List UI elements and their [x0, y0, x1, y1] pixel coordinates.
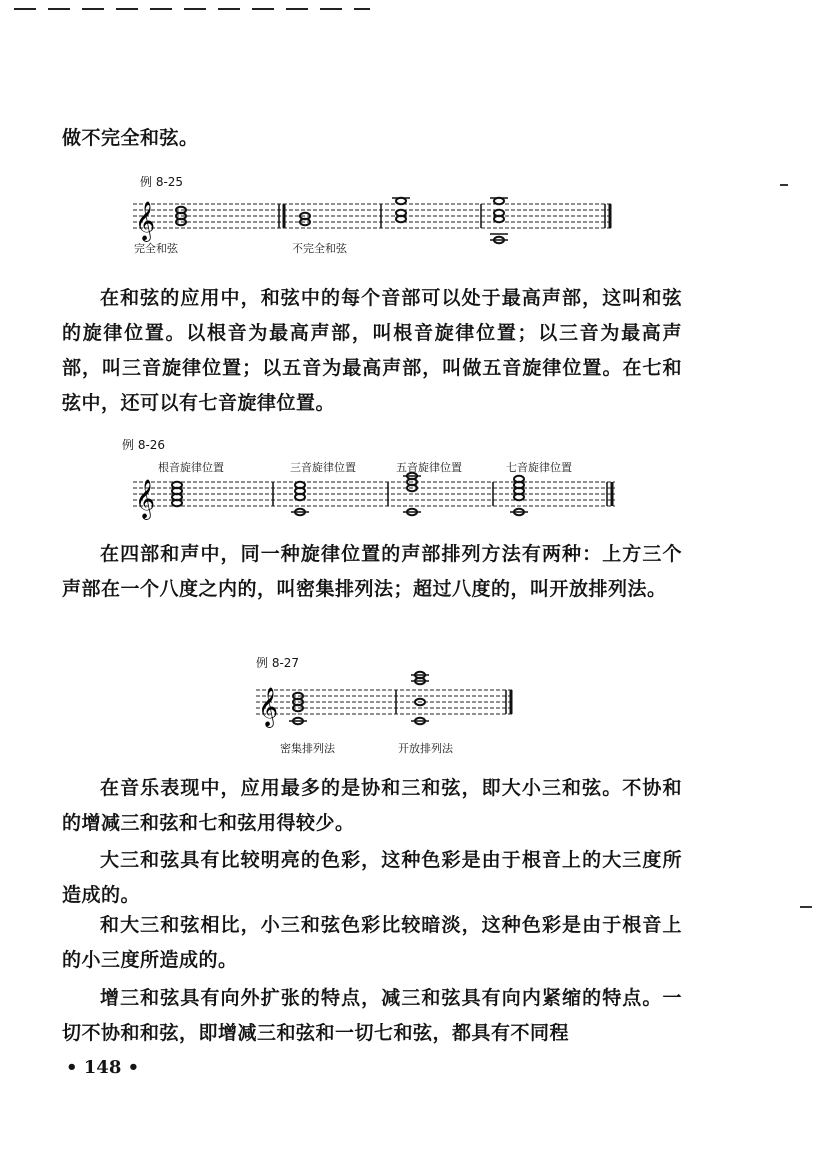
caption-seventh-position: 七音旋律位置	[506, 461, 572, 474]
example-8-26-label: 例 8-26	[122, 438, 166, 452]
text-line-1: 做不完全和弦。	[62, 127, 199, 149]
caption-root-position: 根音旋律位置	[158, 461, 224, 474]
paragraph-consonant-triads: 在音乐表现中，应用最多的是协和三和弦，即大小三和弦。不协和的增减三和弦和七和弦用得较少。	[62, 777, 682, 834]
caption-close-position: 密集排列法	[280, 742, 335, 755]
caption-open-position: 开放排列法	[398, 742, 453, 755]
caption-third-position: 三音旋律位置	[290, 461, 356, 474]
caption-incomplete-chord: 不完全和弦	[292, 242, 347, 255]
header-dash-rule	[14, 6, 374, 12]
scan-mark	[800, 906, 812, 908]
treble-clef-icon: 𝄞	[135, 479, 156, 519]
page-number: • 148 •	[66, 1057, 140, 1078]
paragraph-voice-arrangement: 在四部和声中，同一种旋律位置的声部排列方法有两种：上方三个声部在一个八度之内的，叫密集排列法；超过八度的，叫开放排列法。	[62, 543, 682, 600]
caption-fifth-position: 五音旋律位置	[396, 461, 462, 474]
scan-mark	[780, 184, 788, 186]
treble-clef-icon: 𝄞	[135, 201, 156, 241]
example-8-25-staff	[133, 190, 613, 250]
paragraph-minor-triad: 和大三和弦相比，小三和弦色彩比较暗淡，这种色彩是由于根音上的小三度所造成的。	[62, 914, 682, 971]
treble-clef-icon: 𝄞	[258, 687, 279, 727]
paragraph-melodic-position: 在和弦的应用中，和弦中的每个音部可以处于最高声部，这叫和弦的旋律位置。以根音为最高声部，叫根音旋律位置；以三音为最高声部，叫三音旋律位置；以五音为最高声部，叫做五音旋律位置。在七和弦中，还可以有七音旋律位置。	[62, 287, 682, 414]
paragraph-major-triad: 大三和弦具有比较明亮的色彩，这种色彩是由于根音上的大三度所造成的。	[62, 849, 682, 906]
example-8-27-label: 例 8-27	[256, 656, 300, 670]
example-8-25-label: 例 8-25	[140, 175, 184, 189]
caption-complete-chord: 完全和弦	[134, 242, 178, 255]
paragraph-augmented-diminished: 增三和弦具有向外扩张的特点，减三和弦具有向内紧缩的特点。一切不协和和弦，即增减三和弦和一切七和弦，都具有不同程	[62, 987, 682, 1044]
example-8-27-staff	[256, 668, 518, 730]
example-8-26-staff	[133, 470, 618, 522]
